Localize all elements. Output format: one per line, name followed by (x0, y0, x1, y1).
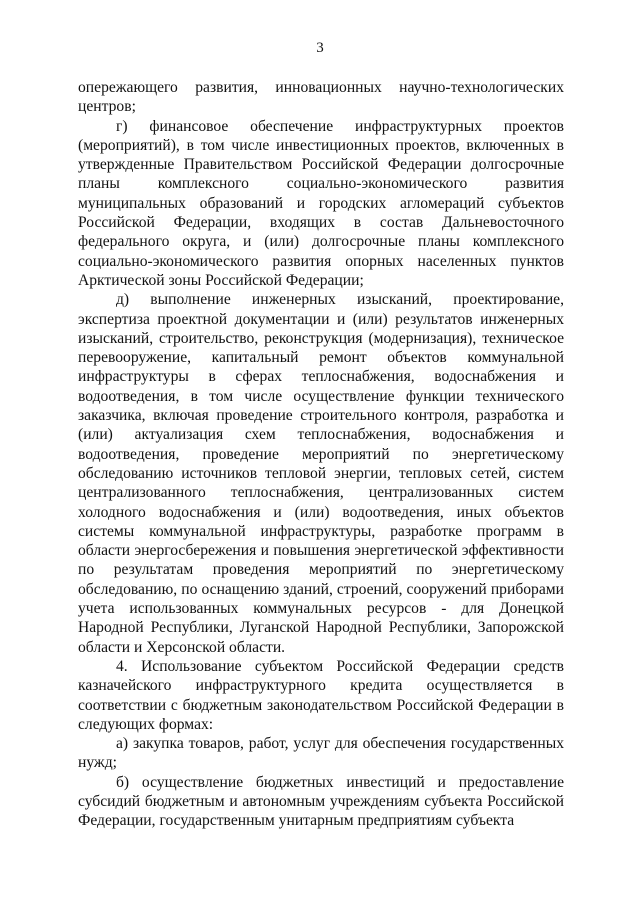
paragraph-item-g: г) финансовое обеспечение инфраструктурных проектов (мероприятий), в том числе инвестиционных проектов, включенных в утвержденные Правительством Российской Федерации долгосрочные планы комплексного социально-экономического развития муниципальных образований и городских агломераций субъектов Российской Федерации, входящих в состав Дальневосточного федерального округа, и (или) долгосрочные планы комплексного социально-экономического развития опорных населенных пунктов Арктической зоны Российской Федерации; (78, 117, 564, 289)
paragraph-item-b: б) осуществление бюджетных инвестиций и предоставление субсидий бюджетным и автономным учреждениям субъекта Российской Федерации, государственным унитарным предприятиям субъекта (78, 773, 564, 830)
document-body (78, 78, 564, 831)
paragraph-continuation: опережающего развития, инновационных научно-технологических центров; (78, 79, 564, 116)
paragraph-item-a: а) закупка товаров, работ, услуг для обеспечения государственных нужд; (78, 735, 564, 772)
paragraph-section-4: 4. Использование субъектом Российской Федерации средств казначейского инфраструктурного кредита осуществляется в соответствии с бюджетным законодательством Российской Федерации в следующих формах: (78, 657, 564, 733)
page-number: 3 (316, 40, 324, 56)
paragraph-item-d: д) выполнение инженерных изысканий, проектирование, экспертиза проектной документации и (или) результатов инженерных изысканий, строительство, реконструкция (модернизация), техническое перевооружение, капитальный ремонт объектов коммунальной инфраструктуры в сферах теплоснабжения, водоснабжения и водоотведения, в том числе осуществление функции технического заказчика, включая проведение строительного контроля, разработка и (или) актуализация схем теплоснабжения, водоснабжения и водоотведения, проведение мероприятий по энергетическому обследованию источников тепловой энергии, тепловых сетей, систем централизованного теплоснабжения, централизованных систем холодного водоснабжения и (или) водоотведения, иных объектов системы коммунальной инфраструктуры, разработке программ в области энергосбережения и повышения энергетической эффективности по результатам проведения мероприятий по энергетическому обследованию, по оснащению зданий, строений, сооружений приборами учета использованных коммунальных ресурсов - для Донецкой Народной Республики, Луганской Народной Республики, Запорожской области и Херсонской области. (78, 291, 564, 656)
